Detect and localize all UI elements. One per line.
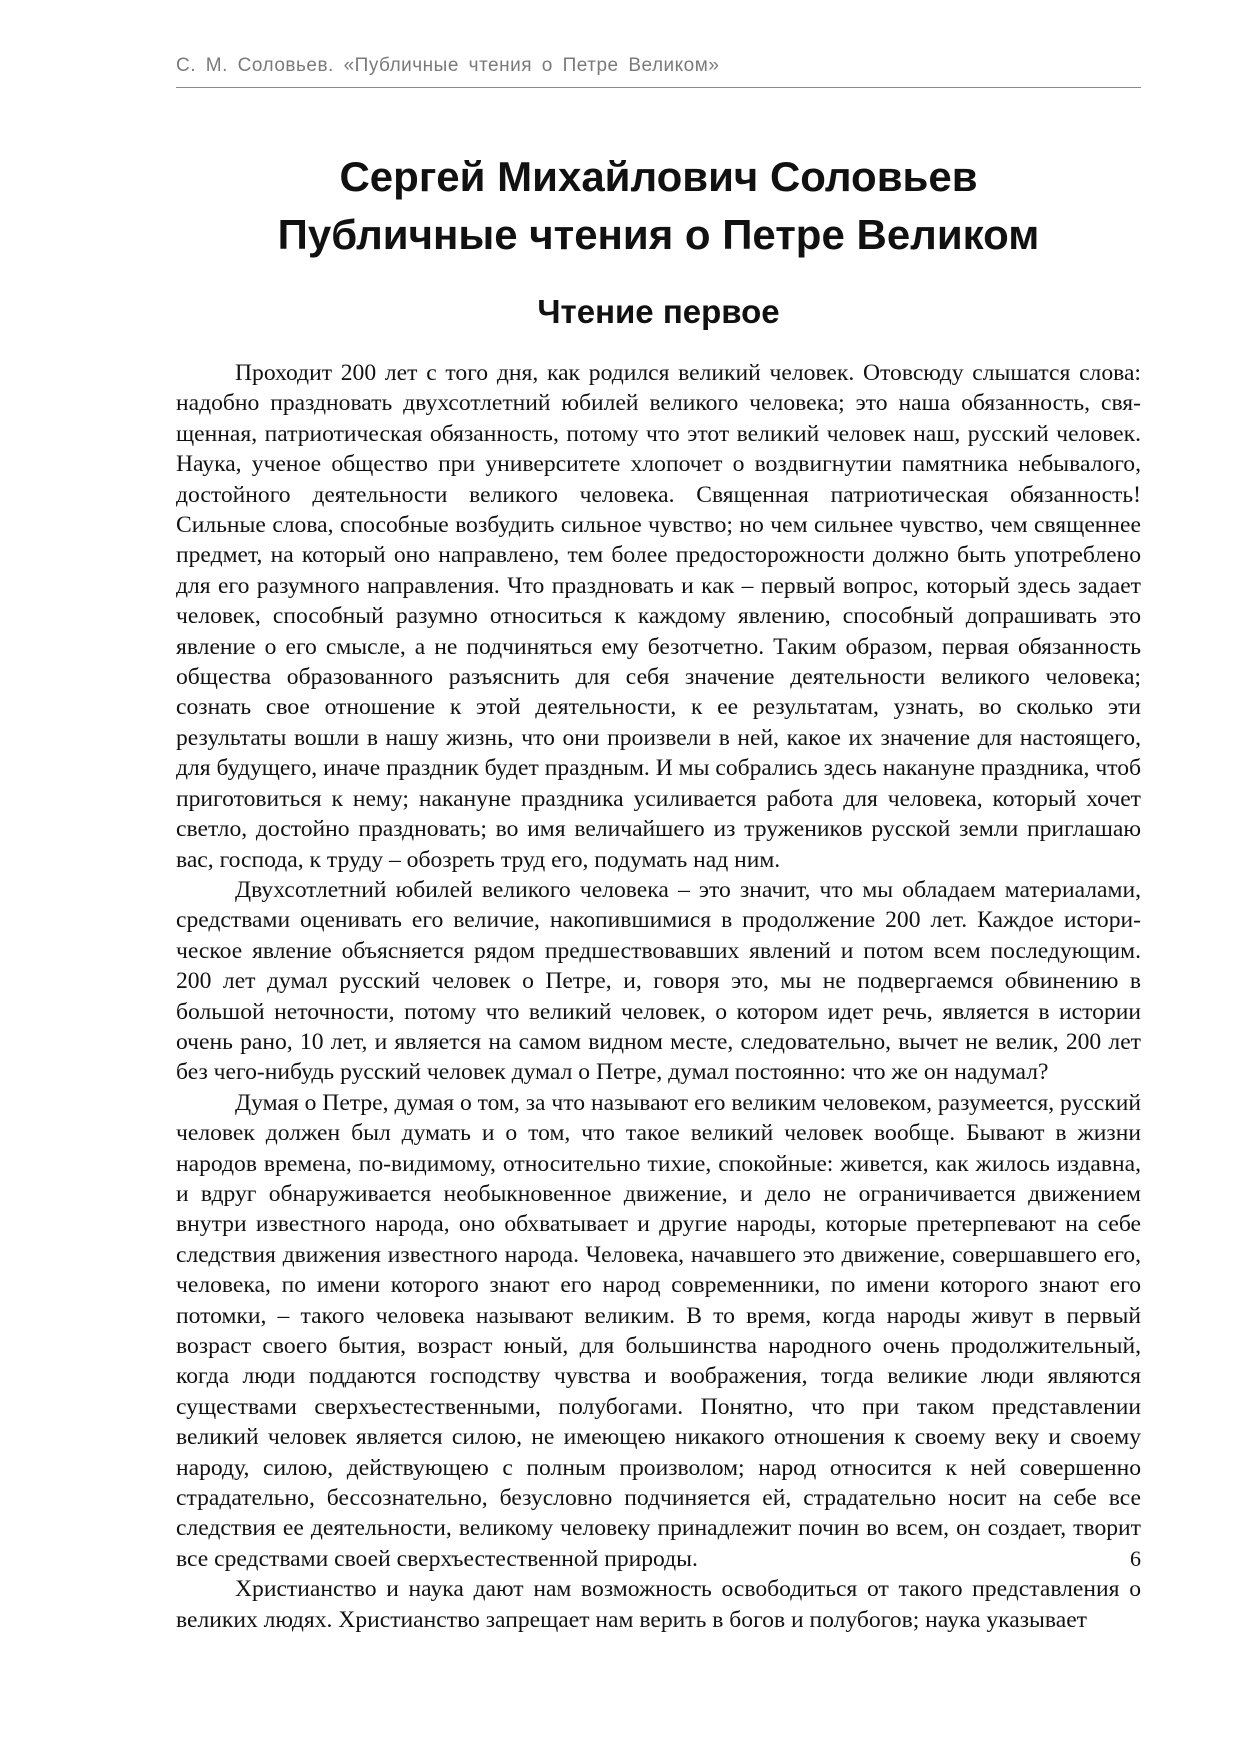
title-work: Публичные чтения о Петре Великом	[277, 211, 1040, 258]
title-author: Сергей Михайлович Соловьев	[339, 153, 978, 200]
page-number: 6	[1130, 1546, 1141, 1571]
body-text	[176, 358, 1141, 1635]
header-divider	[176, 87, 1141, 88]
section-heading: Чтение первое	[537, 293, 780, 330]
paragraph: Двухсотлетний юбилей великого человека – это значит, что мы обладаем материалами, средствами оценивать его величие, накопившимися в продолжение 200 лет. Каждое историческое явление объясняется рядом предшествовавших явлений и потом всем последующим. 200 лет думал русский человек о Петре, и, говоря это, мы не подвергаемся обвинению в большой неточности, потому что великий человек, о котором идет речь, является в истории очень рано, 10 лет, и является на самом видном месте, следовательно, вычет не велик, 200 лет без чего-нибудь русский человек думал о Петре, думал постоянно: что же он надумал?	[176, 876, 1141, 1086]
running-head: С. М. Соловьев. «Публичные чтения о Петре Великом»	[176, 55, 720, 76]
paragraph: Проходит 200 лет с того дня, как родился великий человек. Отовсюду слышатся слова: надобно праздновать двухсотлетний юбилей великого человека; это наша обязанность, священная, патриотическая обязанность, потому что этот великий человек наш, русский человек. Наука, ученое общество при университете хлопочет о воздвигнутии памятника небывалого, достойного деятельности великого человека. Священная патриотическая обязанность! Сильные слова, способные возбудить сильное чувство; но чем сильнее чувство, чем священнее предмет, на который оно направлено, тем более предосторожности должно быть употреблено для его разумного направления. Что праздновать и как – первый вопрос, который здесь задает человек, способный разумно относиться к каждому явлению, способный допрашивать это явление о его смысле, а не подчиняться ему безотчетно. Таким образом, первая обязанность общества образованного разъяснить для себя значение деятельности великого человека; сознать свое отношение к этой деятельности, к ее результатам, узнать, во сколько эти результаты вошли в нашу жизнь, что они произвели в ней, какое их значение для настоящего, для будущего, иначе праздник будет праздным. И мы собрались здесь накануне праздника, чтоб приготовиться к нему; накануне праздника усиливается работа для человека, который хочет светло, достойно праздновать; во имя величайшего из тружеников русской земли приглашаю вас, господа, к труду – обозреть труд его, подумать над ним.	[176, 360, 1141, 873]
paragraph: Думая о Петре, думая о том, за что называют его великим человеком, разумеется, русский человек должен был думать и о том, что такое великий человек вообще. Бывают в жизни народов времена, по-видимому, относительно тихие, спокойные: живется, как жилось издавна, и вдруг обнаруживается необыкновенное движение, и дело не ограничивается движением внутри известного народа, оно обхватывает и другие народы, которые претерпевают на себе следствия движения известного народа. Человека, начавшего это движение, совершавшего его, человека, по имени которого знают его народ современники, по имени которого знают его потомки, – такого человека называют великим. В то время, когда народы живут в первый возраст своего бытия, возраст юный, для большинства народного очень продолжительный, когда люди поддаются господству чувства и воображения, тогда великие люди являются существами сверхъестественными, полубогами. Понятно, что при таком представлении великий человек является силою, не имеющею никакого отношения к своему веку и своему народу, силою, действующею с полным произволом; народ относится к ней совершенно страдательно, бессознательно, безусловно подчиняется ей, страдательно носит на себе все следствия ее деятельности, великому человеку принадлежит почин во всем, он создает, творит все средствами своей сверхъестественной природы.	[176, 1089, 1141, 1572]
document-title	[176, 148, 1141, 264]
paragraph: Христианство и наука дают нам возможность освободиться от такого представления о великих людях. Христианство запрещает нам верить в богов и полубогов; наука указывает	[176, 1576, 1141, 1633]
